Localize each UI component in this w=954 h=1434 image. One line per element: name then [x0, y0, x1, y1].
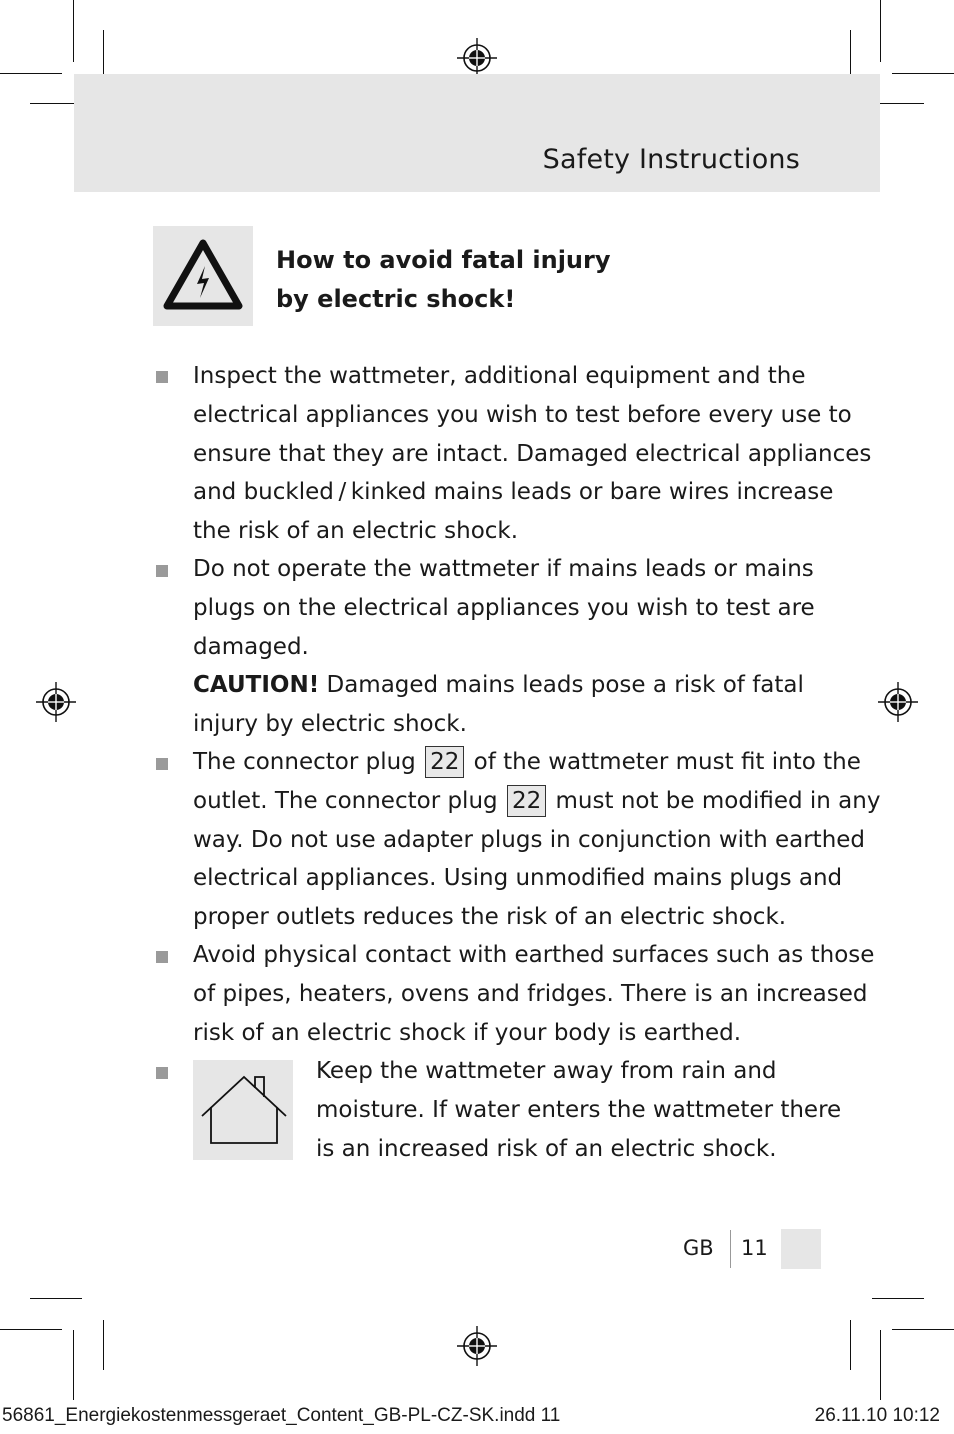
crop-mark [103, 1320, 104, 1370]
print-slug-filename: 56861_Energiekostenmessgeraet_Content_GB-PL-CZ-SK.indd 11 [2, 1405, 561, 1426]
crop-mark [892, 73, 954, 74]
text-line: injury by electric shock. [193, 711, 467, 738]
footer-divider [730, 1230, 731, 1268]
text-line: and buckled / kinked mains leads or bare wires increase [193, 479, 834, 506]
bullet-marker [156, 951, 168, 963]
text-line: ensure that they are intact. Damaged electrical appliances [193, 440, 872, 467]
caution-line [193, 666, 813, 705]
text-line [193, 743, 861, 782]
text-span: Damaged mains leads pose a risk of fatal [319, 672, 804, 699]
list-item [193, 743, 881, 937]
bullet-marker [156, 565, 168, 577]
text-line: plugs on the electrical appliances you wish to test are [193, 594, 815, 621]
text-span: must not be modified in any [548, 787, 881, 814]
crop-mark [880, 1330, 881, 1400]
crop-mark [0, 1329, 62, 1330]
text-span: of the wattmeter must fit into the [466, 749, 861, 775]
text-line: proper outlets reduces the risk of an electric shock. [193, 904, 787, 931]
text-line: electrical appliances. Using unmodified mains plugs and [193, 865, 843, 892]
list-item [193, 936, 875, 1052]
registration-mark-icon [456, 1325, 498, 1367]
text-line: electrical appliances you wish to test before every use to [193, 401, 852, 428]
warning-heading-line: How to avoid fatal injury [276, 246, 611, 274]
print-slug-datetime: 26.11.10 10:12 [814, 1405, 940, 1426]
list-item [193, 550, 813, 744]
registration-mark-icon [35, 681, 77, 723]
indoor-use-house-icon [193, 1060, 293, 1160]
list-item [316, 1052, 842, 1168]
text-line: Inspect the wattmeter, additional equipment and the [193, 363, 806, 389]
list-item [193, 357, 872, 551]
text-span: The connector plug [193, 749, 424, 775]
text-line: the risk of an electric shock. [193, 518, 519, 545]
bullet-marker [156, 1067, 168, 1079]
crop-mark [73, 0, 74, 62]
text-line: moisture. If water enters the wattmeter there [316, 1096, 842, 1123]
bullet-marker [156, 758, 168, 770]
header-band [74, 74, 880, 192]
crop-mark [880, 0, 881, 62]
text-line [193, 782, 881, 821]
crop-mark [892, 1329, 954, 1330]
language-code: GB [683, 1236, 714, 1260]
part-reference-badge: 22 [507, 785, 546, 817]
text-line: of pipes, heaters, ovens and fridges. There is an increased [193, 980, 868, 1007]
text-line: risk of an electric shock if your body is earthed. [193, 1019, 742, 1046]
bullet-marker [156, 371, 168, 383]
text-span: outlet. The connector plug [193, 787, 505, 814]
text-line: is an increased risk of an electric shock. [316, 1135, 777, 1162]
warning-heading-line: by electric shock! [276, 285, 516, 313]
part-reference-badge: 22 [425, 746, 464, 778]
crop-mark [30, 1298, 82, 1299]
text-line: Keep the wattmeter away from rain and [316, 1058, 777, 1084]
crop-mark [872, 1298, 924, 1299]
caution-label: CAUTION! [193, 672, 320, 699]
electric-shock-warning-icon [153, 226, 253, 326]
footer-tab [781, 1229, 821, 1269]
text-line: Do not operate the wattmeter if mains leads or mains [193, 556, 814, 582]
text-line: way. Do not use adapter plugs in conjunction with earthed [193, 826, 866, 853]
registration-mark-icon [877, 681, 919, 723]
crop-mark [850, 1320, 851, 1370]
text-line: damaged. [193, 633, 309, 660]
warning-symbol-box [153, 226, 253, 326]
crop-mark [0, 73, 62, 74]
page-number: 11 [741, 1236, 768, 1260]
warning-heading [276, 241, 696, 319]
crop-mark [73, 1330, 74, 1400]
registration-mark-icon [456, 37, 498, 79]
indoor-use-symbol-box [193, 1060, 293, 1160]
page-title: Safety Instructions [542, 144, 800, 175]
text-line: Avoid physical contact with earthed surfaces such as those [193, 942, 875, 968]
